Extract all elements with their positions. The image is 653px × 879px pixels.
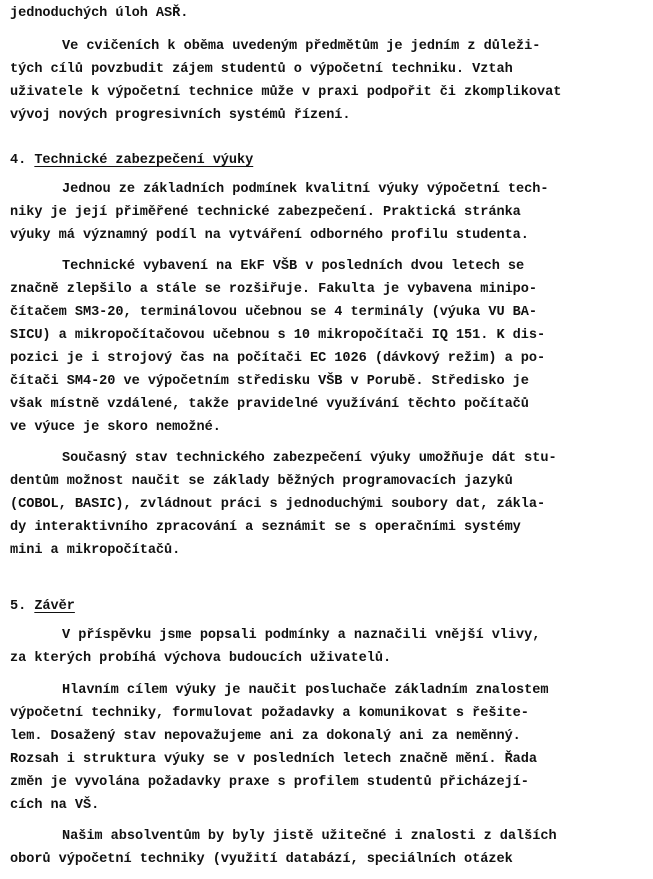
text-line: Současný stav technického zabezpečení výuky umožňuje dát stu- <box>62 451 557 466</box>
text-line: dy interaktivního zpracování a seznámit se s operačními systémy <box>10 520 521 535</box>
section-number: 4. <box>10 153 27 168</box>
text-line: pozici je i strojový čas na počítači EC 1026 (dávkový režim) a po- <box>10 351 546 366</box>
text-line: jednoduchých úloh ASŘ. <box>10 6 189 21</box>
section-title: Závěr <box>34 599 75 614</box>
text-line: cích na VŠ. <box>10 798 100 813</box>
text-line: však místně vzdálené, takže pravidelné využívání těchto počítačů <box>10 397 529 412</box>
text-line: Našim absolventům by byly jistě užitečné i znalosti z dalších <box>62 829 557 844</box>
text-line: (COBOL, BASIC), zvládnout práci s jednoduchými soubory dat, zákla- <box>10 497 546 512</box>
text-line: za kterých probíhá výchova budoucích uživatelů. <box>10 651 392 666</box>
text-line: SICU) a mikropočítačovou učebnou s 10 mikropočítači IQ 151. K dis- <box>10 328 546 343</box>
text-line: Technické vybavení na EkF VŠB v posledních dvou letech se <box>62 259 525 274</box>
text-line: Rozsah i struktura výuky se v posledních letech značně mění. Řada <box>10 752 537 767</box>
text-line: uživatele k výpočetní technice může v praxi podpořit či zkomplikovat <box>10 85 562 100</box>
text-line: tých cílů povzbudit zájem studentů o výpočetní techniku. Vztah <box>10 62 513 77</box>
section-number: 5. <box>10 599 27 614</box>
section-heading-4 <box>10 153 253 169</box>
text-line: čítačem SM3-20, terminálovou učebnou se 4 terminály (výuka VU BA- <box>10 305 537 320</box>
text-line: Jednou ze základních podmínek kvalitní výuky výpočetní tech- <box>62 182 549 197</box>
text-line: lem. Dosažený stav nepovažujeme ani za dokonalý ani za neměnný. <box>10 729 521 744</box>
text-line: niky je její přiměřené technické zabezpečení. Praktická stránka <box>10 205 521 220</box>
text-line: ve výuce je skoro nemožné. <box>10 420 221 435</box>
text-line: Ve cvičeních k oběma uvedeným předmětům je jedním z důleži- <box>62 39 541 54</box>
text-line: oborů výpočetní techniky (využití databází, speciálních otázek <box>10 852 513 867</box>
text-line: změn je vyvolána požadavky praxe s profilem studentů přicházejí- <box>10 775 529 790</box>
text-line: výuky má významný podíl na vytváření odborného profilu studenta. <box>10 228 529 243</box>
text-line: mini a mikropočítačů. <box>10 543 181 558</box>
text-line: Hlavním cílem výuky je naučit posluchače základním znalostem <box>62 683 549 698</box>
section-heading-5 <box>10 599 75 615</box>
text-line: výpočetní techniky, formulovat požadavky a komunikovat s řešite- <box>10 706 529 721</box>
text-line: vývoj nových progresivních systémů řízení. <box>10 108 351 123</box>
text-line: čítači SM4-20 ve výpočetním středisku VŠB v Porubě. Středisko je <box>10 374 529 389</box>
text-line: značně zlepšilo a stále se rozšiřuje. Fakulta je vybavena minipo- <box>10 282 537 297</box>
text-line: dentům možnost naučit se základy běžných programovacích jazyků <box>10 474 513 489</box>
text-line: V příspěvku jsme popsali podmínky a naznačili vnější vlivy, <box>62 628 541 643</box>
section-title: Technické zabezpečení výuky <box>34 153 254 168</box>
